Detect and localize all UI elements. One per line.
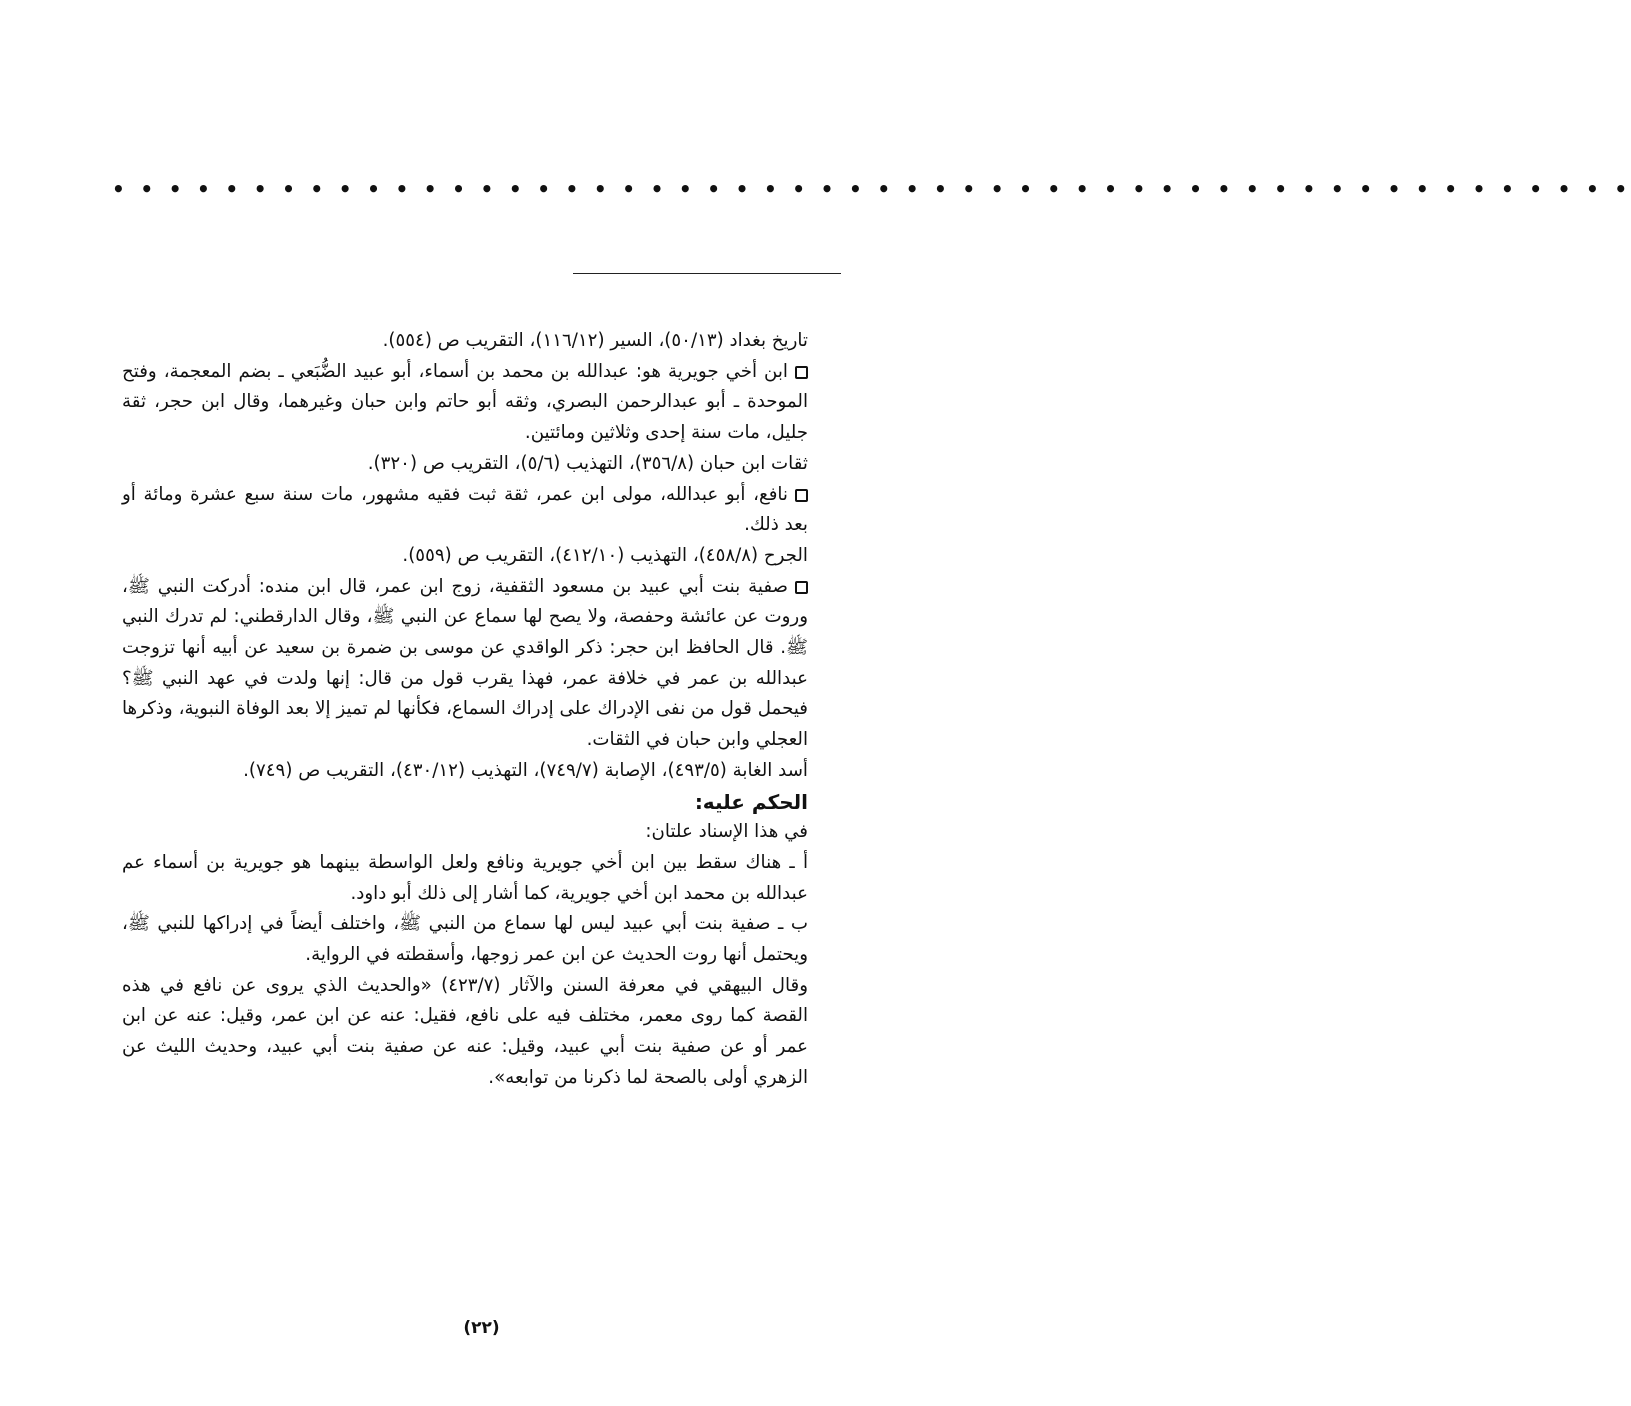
reference-line: أسد الغابة (٤٩٣/٥)، الإصابة (٧٤٩/٧)، التهذيب (٤٣٠/١٢)، التقريب ص (٧٤٩).: [243, 759, 808, 781]
narrator-text: نافع، أبو عبدالله، مولى ابن عمر، ثقة ثبت فقيه مشهور، مات سنة سبع عشرة ومائة أو بعد ذلك.: [122, 483, 808, 536]
dotted-rule: • • • • • • • • • • • • • • • • • • • • • • • • • • • • • • • • • • • • • • • • • • • • • • • • • • • • • •: [112, 177, 1631, 201]
paragraph: في هذا الإسناد علتان:: [645, 821, 808, 843]
square-bullet-icon: [795, 366, 808, 379]
section-heading: الحكم عليه:: [694, 789, 808, 814]
narrator-entry: [122, 572, 808, 756]
reference-line: ثقات ابن حبان (٣٥٦/٨)، التهذيب (٥/٦)، التقريب ص (٣٢٠).: [367, 452, 808, 474]
narrator-text: صفية بنت أبي عبيد بن مسعود الثقفية، زوج ابن عمر، قال ابن منده: أدركت النبي ﷺ، وروت عن عائشة وحفصة، ولا يصح لها سماع عن النبي ﷺ، وقال الدارقطني: لم تدرك النبي ﷺ. قال الحافظ ابن حجر: ذكر الواقدي عن موسى بن ضمرة بن سعيد عن أبيه أنها تزوجت عبدالله بن عمر في خلافة عمر، فهذا يقرب قول من قال: إنها ولدت في عهد النبي ﷺ؟ فيحمل قول من نفى الإدراك على إدراك السماع، فكأنها لم تميز إلا بعد الوفاة النبوية، وذكرها العجلي وابن حبان في الثقات.: [122, 575, 808, 751]
narrator-entry: [122, 357, 808, 449]
footnote-separator: [573, 273, 841, 274]
reference-line: الجرح (٤٥٨/٨)، التهذيب (٤١٢/١٠)، التقريب ص (٥٥٩).: [402, 544, 808, 566]
square-bullet-icon: [795, 581, 808, 594]
paragraph: أ ـ هناك سقط بين ابن أخي جويرية ونافع ولعل الواسطة بينهما هو جويرية بن أسماء عم عبدالله بن محمد ابن أخي جويرية، كما أشار إلى ذلك أبو داود.: [122, 851, 808, 904]
square-bullet-icon: [795, 489, 808, 502]
narrator-text: ابن أخي جويرية هو: عبدالله بن محمد بن أسماء، أبو عبيد الضُّبَعي ـ بضم المعجمة، وفتح الموحدة ـ أبو عبدالرحمن البصري، وثقه أبو حاتم وابن حبان وغيرهما، وقال ابن حجر، ثقة جليل، مات سنة إحدى وثلاثين ومائتين.: [122, 360, 808, 444]
page-body: [122, 326, 808, 1094]
narrator-entry: [122, 480, 808, 541]
reference-line: تاريخ بغداد (٥٠/١٣)، السير (١١٦/١٢)، التقريب ص (٥٥٤).: [382, 330, 808, 351]
paragraph: ب ـ صفية بنت أبي عبيد ليس لها سماع من النبي ﷺ، واختلف أيضاً في إدراكها للنبي ﷺ، ويحتمل أنها روت الحديث عن ابن عمر زوجها، وأسقطته في الرواية.: [122, 913, 808, 966]
page-number: (٢٢): [463, 1318, 500, 1338]
paragraph: وقال البيهقي في معرفة السنن والآثار (٤٢٣/٧) «والحديث الذي يروى عن نافع في هذه القصة كما روى معمر، مختلف فيه على نافع، فقيل: عنه عن ابن عمر، وقيل: عنه عن ابن عمر أو عن صفية بنت أبي عبيد، وقيل: عنه عن صفية بنت أبي عبيد، وحديث الليث عن الزهري أولى بالصحة لما ذكرنا من توابعه».: [122, 974, 808, 1088]
